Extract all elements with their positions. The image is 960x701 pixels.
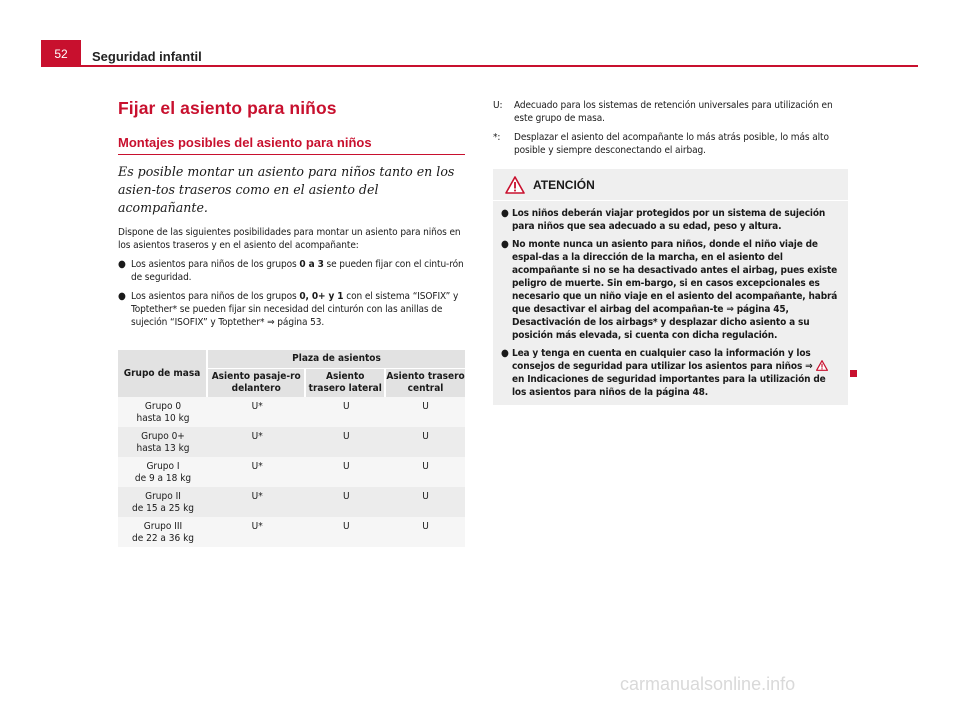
warning-item-text: Lea y tenga en cuenta en cualquier caso la información y los consejos de seguridad para utilizar los asientos para niños ⇒ en Indicaciones de seguridad importantes para la utilización de los asientos para niños de la página 48. [512, 348, 826, 398]
warning-body [493, 201, 848, 405]
table-header-plaza: Plaza de asientos [208, 350, 465, 369]
warning-item [501, 347, 840, 399]
table-row [118, 457, 465, 487]
legend-note-asterisk [493, 131, 848, 157]
body-paragraph: Dispone de las siguientes posibilidades para montar un asiento para niños en los asientos traseros y en el asiento del acompañante: [118, 227, 461, 251]
table-cell: U [306, 517, 386, 547]
bullet-icon: ● [501, 208, 509, 219]
table-cell: U [386, 397, 465, 427]
table-cell: U [386, 487, 465, 517]
table-row [118, 517, 465, 547]
table-cell: U [306, 487, 386, 517]
table-header-rear-central: Asiento trasero central [386, 369, 465, 397]
warning-header [493, 169, 848, 201]
bullet-icon: ● [118, 291, 126, 302]
list-item-text: Los asientos para niños de los grupos 0 a 3 se pueden fijar con el cintu-rón de seguridad. [131, 259, 464, 283]
legend-text: Adecuado para los sistemas de retención universales para utilización en este grupo de masa. [514, 100, 833, 124]
table-header-rear-lateral: Asiento trasero lateral [306, 369, 386, 397]
running-header-title: Seguridad infantil [92, 49, 202, 64]
warning-box [493, 169, 848, 405]
warning-item-text: No monte nunca un asiento para niños, donde el niño viaje de espal-das a la dirección de la marcha, en el asiento del acompañante si no se ha desactivado antes el airbag, pues existe peligro de muerte. Sin em-bargo, si en casos excepcionales es necesario que un niño viaje en el asiento del acompañante, habrá que desactivar el airbag del acompañan-te ⇒ página 45, Desactivación de los airbags* y desplazar dicho asiento a su posición más elevada, si cuenta con dicha regulación. [512, 239, 838, 341]
table-cell: U [386, 517, 465, 547]
legend-note-u [493, 99, 848, 125]
table-cell-group: Grupo I de 9 a 18 kg [118, 457, 208, 487]
table-row [118, 427, 465, 457]
table-row [118, 397, 465, 427]
table-header-group: Grupo de masa [118, 350, 208, 397]
warning-item [501, 238, 840, 342]
table-cell: U [386, 457, 465, 487]
right-column [493, 99, 848, 405]
table-cell: U* [208, 517, 306, 547]
header-rule [81, 65, 918, 67]
section-end-mark [850, 370, 857, 377]
table-cell-group: Grupo II de 15 a 25 kg [118, 487, 208, 517]
intro-text: Es posible montar un asiento para niños tanto en los asien-tos traseros como en el asiento del acompañante. [118, 164, 455, 215]
subsection-title: Montajes posibles del asiento para niños [118, 135, 465, 155]
table-cell-group: Grupo 0 hasta 10 kg [118, 397, 208, 427]
watermark-text: carmanualsonline.info [620, 674, 796, 694]
table-cell: U* [208, 397, 306, 427]
section-title: Fijar el asiento para niños [118, 98, 337, 118]
legend-text: Desplazar el asiento del acompañante lo más atrás posible, lo más alto posible y siempre desconectando el airbag. [514, 132, 829, 156]
table-cell-group: Grupo 0+ hasta 13 kg [118, 427, 208, 457]
table-cell: U* [208, 457, 306, 487]
table-row [118, 487, 465, 517]
warning-item-text: Los niños deberán viajar protegidos por un sistema de sujeción para niños que sea adecuado a su edad, peso y altura. [512, 208, 826, 232]
table-cell: U* [208, 487, 306, 517]
page-number: 52 [41, 40, 81, 67]
inline-warning-icon [816, 360, 828, 371]
table-header-front-passenger: Asiento pasaje-ro delantero [208, 369, 306, 397]
list-item-text: Los asientos para niños de los grupos 0, 0+ y 1 con el sistema “ISOFIX” y Toptether* se pueden fijar sin necesidad del cinturón con las anillas de sujeción “ISOFIX” y Toptether* ⇒ página 53. [131, 291, 459, 328]
legend-key: U: [493, 100, 503, 111]
bullet-icon: ● [501, 239, 509, 250]
list-item [118, 258, 465, 284]
table-cell: U [306, 427, 386, 457]
seat-mounting-table [118, 350, 465, 547]
table-cell: U [306, 397, 386, 427]
bullet-icon: ● [501, 348, 509, 359]
table-cell: U [306, 457, 386, 487]
warning-title: ATENCIÓN [533, 177, 595, 192]
legend-key: *: [493, 132, 501, 143]
warning-triangle-icon [505, 176, 525, 194]
table-cell: U* [208, 427, 306, 457]
list-item [118, 290, 465, 329]
table-cell: U [386, 427, 465, 457]
left-column [118, 90, 465, 547]
warning-item [501, 207, 840, 233]
bullet-icon: ● [118, 259, 126, 270]
table-cell-group: Grupo III de 22 a 36 kg [118, 517, 208, 547]
